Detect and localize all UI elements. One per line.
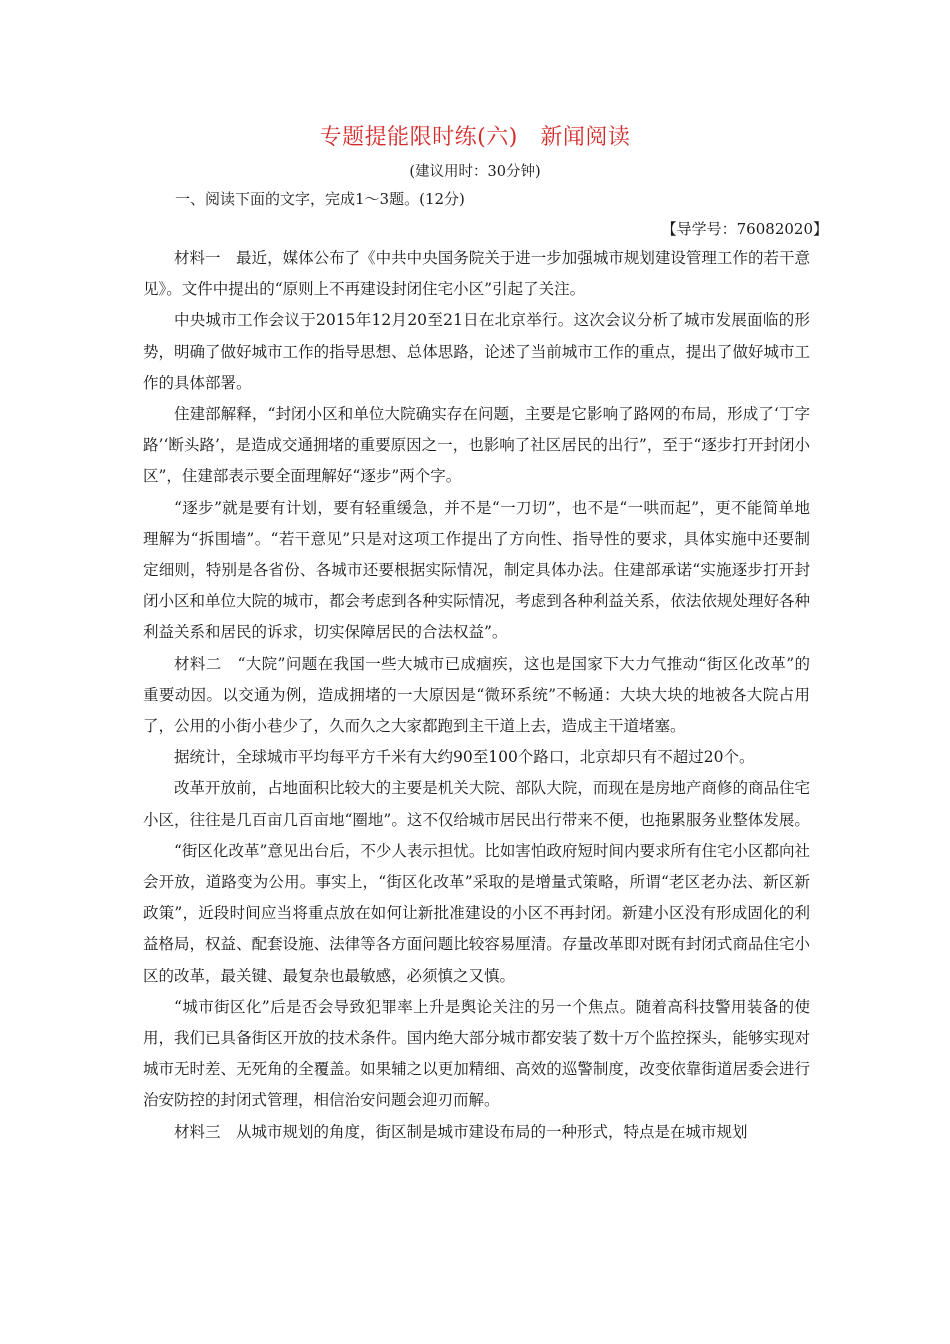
paragraph: 中央城市工作会议于2015年12月20至21日在北京举行。这次会议分析了城市发展面临的形势，明确了做好城市工作的指导思想、总体思路，论述了当前城市工作的重点，提出了做好城市工作的具体部署。 bbox=[143, 311, 810, 392]
paragraph: 材料二 “大院”问题在我国一些大城市已成痼疾，这也是国家下大力气推动“街区化改革”的重要动因。以交通为例，造成拥堵的一大原因是“微环系统”不畅通：大块大块的地被各大院占用了，公用的小街小巷少了，久而久之大家都跑到主干道上去，造成主干道堵塞。 bbox=[143, 654, 810, 736]
paragraph: “逐步”就是要有计划，要有轻重缓急，并不是“一刀切”，也不是“一哄而起”，更不能简单地理解为“拆围墙”。“若干意见”只是对这项工作提出了方向性、指导性的要求，具体实施中还要制定细则，特别是各省份、各城市还要根据实际情况，制定具体办法。住建部承诺“实施逐步打开封闭小区和单位大院的城市，都会考虑到各种实际情况，考虑到各种利益关系，依法依规处理好各种利益关系和居民的诉求，切实保障居民的合法权益”。 bbox=[143, 498, 810, 642]
page-title: 专题提能限时练(六) 新闻阅读 bbox=[319, 125, 631, 150]
paragraph: 改革开放前，占地面积比较大的主要是机关大院、部队大院，而现在是房地产商修的商品住宅小区，往往是几百亩几百亩地“圈地”。这不仅给城市居民出行带来不便，也拖累服务业整体发展。 bbox=[143, 779, 810, 829]
article-body bbox=[143, 243, 810, 1148]
paragraph: “街区化改革”意见出台后，不少人表示担忧。比如害怕政府短时间内要求所有住宅小区都向社会开放，道路变为公用。事实上，“街区化改革”采取的是增量式策略，所谓“老区老办法、新区新政策”，近段时间应当将重点放在如何让新批准建设的小区不再封闭。新建小区没有形成固化的利益格局，权益、配套设施、法律等各方面问题比较容易厘清。存量改革即对既有封闭式商品住宅小区的改革，最关键、最复杂也最敏感，必须慎之又慎。 bbox=[143, 841, 810, 985]
paragraph: 材料一 最近，媒体公布了《中共中央国务院关于进一步加强城市规划建设管理工作的若干意见》。文件中提出的“原则上不再建设封闭住宅小区”引起了关注。 bbox=[143, 249, 810, 299]
section-heading: 一、阅读下面的文字，完成1～3题。(12分) bbox=[175, 190, 465, 208]
paragraph: 材料三 从城市规划的角度，街区制是城市建设布局的一种形式，特点是在城市规划 bbox=[174, 1122, 748, 1141]
time-suggestion: (建议用时：30分钟) bbox=[409, 164, 541, 180]
guide-number: 【导学号：76082020】 bbox=[661, 220, 828, 238]
paragraph: “城市街区化”后是否会导致犯罪率上升是舆论关注的另一个焦点。随着高科技警用装备的使用，我们已具备街区开放的技术条件。国内绝大部分城市都安装了数十万个监控探头，能够实现对城市无时差、无死角的全覆盖。如果辅之以更加精细、高效的巡警制度，改变依靠街道居委会进行治安防控的封闭式管理，相信治安问题会迎刃而解。 bbox=[143, 997, 810, 1110]
paragraph: 住建部解释，“封闭小区和单位大院确实存在问题，主要是它影响了路网的布局，形成了‘丁字路’‘断头路’，是造成交通拥堵的重要原因之一，也影响了社区居民的出行”，至于“逐步打开封闭小区”，住建部表示要全面理解好“逐步”两个字。 bbox=[143, 405, 810, 486]
paragraph: 据统计，全球城市平均每平方千米有大约90至100个路口，北京却只有不超过20个。 bbox=[174, 748, 755, 767]
